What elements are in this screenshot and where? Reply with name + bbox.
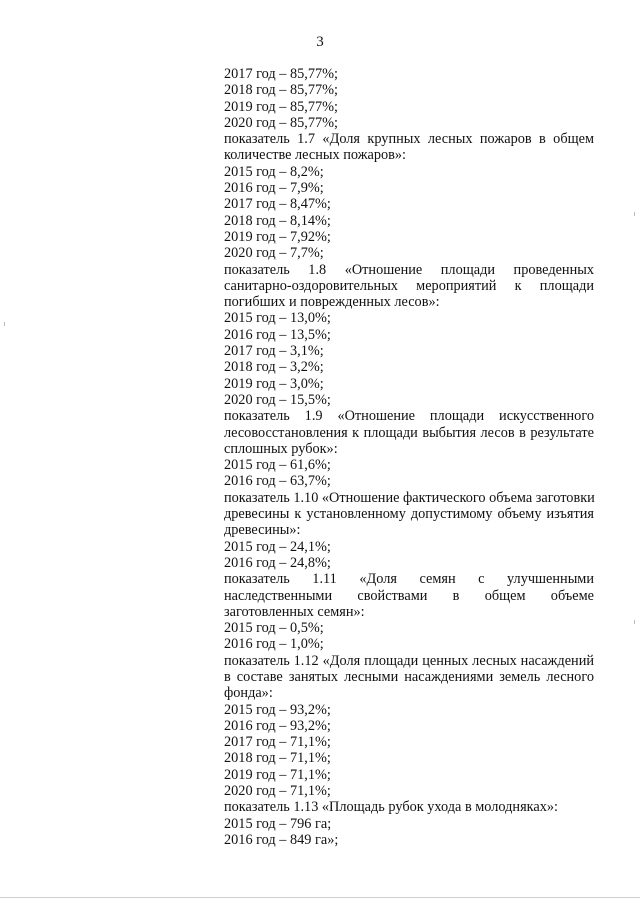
year-value-line: 2017 год – 85,77%;: [224, 66, 339, 82]
heading-line: показатель 1.9 «Отношение площади искусственного: [224, 408, 594, 425]
heading-line: фонда»:: [224, 685, 273, 702]
year-value-line: 2015 год – 93,2%;: [224, 701, 331, 718]
year-value-line: 2018 год – 8,14%;: [224, 212, 331, 229]
page-bottom-edge: [0, 897, 640, 898]
year-value-line: 2017 год – 3,1%;: [224, 343, 324, 360]
year-value-line: 2017 год – 8,47%;: [224, 196, 331, 213]
year-value-line: 2020 год – 15,5%;: [224, 391, 331, 408]
scan-artifact: [4, 322, 5, 326]
year-list: [224, 66, 594, 131]
indicator-1-11-heading: [224, 571, 594, 620]
year-value-line: 2016 год – 7,9%;: [224, 180, 324, 197]
indicator-1-12-heading: [224, 653, 594, 702]
year-value-line: 2015 год – 0,5%;: [224, 620, 324, 637]
year-value-line: 2019 год – 85,77%;: [224, 98, 339, 115]
heading-line: древесины»:: [224, 522, 301, 539]
heading-line: древесины к установленному допустимому объему изъятия: [224, 506, 594, 523]
year-value-line: 2015 год – 61,6%;: [224, 457, 331, 474]
indicator-1-11-values: [224, 620, 594, 653]
heading-line: показатель 1.10 «Отношение фактического объема заготовки: [224, 489, 595, 506]
year-value-line: 2019 год – 7,92%;: [224, 228, 331, 245]
heading-line: количестве лесных пожаров»:: [224, 147, 407, 164]
heading-line: наследственными свойствами в общем объеме: [224, 587, 594, 604]
year-value-line: 2016 год – 63,7%;: [224, 473, 331, 490]
heading-line: заготовленных семян»:: [224, 603, 365, 620]
heading-line: сплошных рубок»:: [224, 440, 338, 457]
heading-line: показатель 1.11 «Доля семян с улучшенными: [224, 571, 594, 588]
indicator-1-8-heading: [224, 262, 594, 311]
heading-line: в составе занятых лесными насаждениями земель лесного: [224, 668, 594, 685]
indicator-1-9-heading: [224, 408, 594, 457]
indicator-1-7-heading: [224, 131, 594, 164]
year-value-line: 2019 год – 71,1%;: [224, 766, 331, 783]
heading-line: показатель 1.8 «Отношение площади проведенных: [224, 261, 594, 278]
year-value-line: 2015 год – 796 га;: [224, 815, 332, 832]
indicator-1-13-heading: [224, 799, 594, 815]
heading-line: показатель 1.7 «Доля крупных лесных пожаров в общем: [224, 131, 594, 148]
heading-line: погибших и поврежденных лесов»:: [224, 294, 440, 311]
indicator-1-7-values: [224, 164, 594, 262]
year-value-line: 2018 год – 3,2%;: [224, 359, 324, 376]
scan-artifact: [634, 212, 635, 216]
heading-line: санитарно-оздоровительных мероприятий к площади: [224, 277, 594, 294]
year-value-line: 2020 год – 85,77%;: [224, 114, 339, 131]
page-number: 3: [316, 34, 324, 50]
year-value-line: 2016 год – 24,8%;: [224, 554, 331, 571]
document-body: [224, 66, 594, 848]
year-value-line: 2020 год – 71,1%;: [224, 783, 331, 800]
heading-line: показатель 1.12 «Доля площади ценных лесных насаждений: [224, 652, 594, 669]
year-value-line: 2015 год – 13,0%;: [224, 310, 331, 327]
indicator-1-8-values: [224, 310, 594, 408]
year-value-line: 2019 год – 3,0%;: [224, 375, 324, 392]
year-value-line: 2015 год – 24,1%;: [224, 538, 331, 555]
indicator-1-10-values: [224, 539, 594, 572]
heading-line: показатель 1.13 «Площадь рубок ухода в молодняках»:: [224, 799, 558, 816]
indicator-1-10-heading: [224, 490, 594, 539]
scan-artifact: [634, 620, 635, 624]
year-value-line: 2016 год – 13,5%;: [224, 326, 331, 343]
indicator-1-9-values: [224, 457, 594, 490]
year-value-line: 2017 год – 71,1%;: [224, 734, 331, 751]
heading-line: лесовосстановления к площади выбытия лесов в результате: [224, 424, 594, 441]
year-value-line: 2016 год – 849 га»;: [224, 831, 339, 848]
year-value-line: 2016 год – 93,2%;: [224, 717, 331, 734]
year-value-line: 2015 год – 8,2%;: [224, 163, 324, 180]
year-value-line: 2018 год – 85,77%;: [224, 82, 339, 99]
year-value-line: 2020 год – 7,7%;: [224, 245, 324, 262]
year-value-line: 2018 год – 71,1%;: [224, 750, 331, 767]
indicator-1-12-values: [224, 702, 594, 800]
indicator-1-13-values: [224, 816, 594, 849]
year-value-line: 2016 год – 1,0%;: [224, 636, 324, 653]
